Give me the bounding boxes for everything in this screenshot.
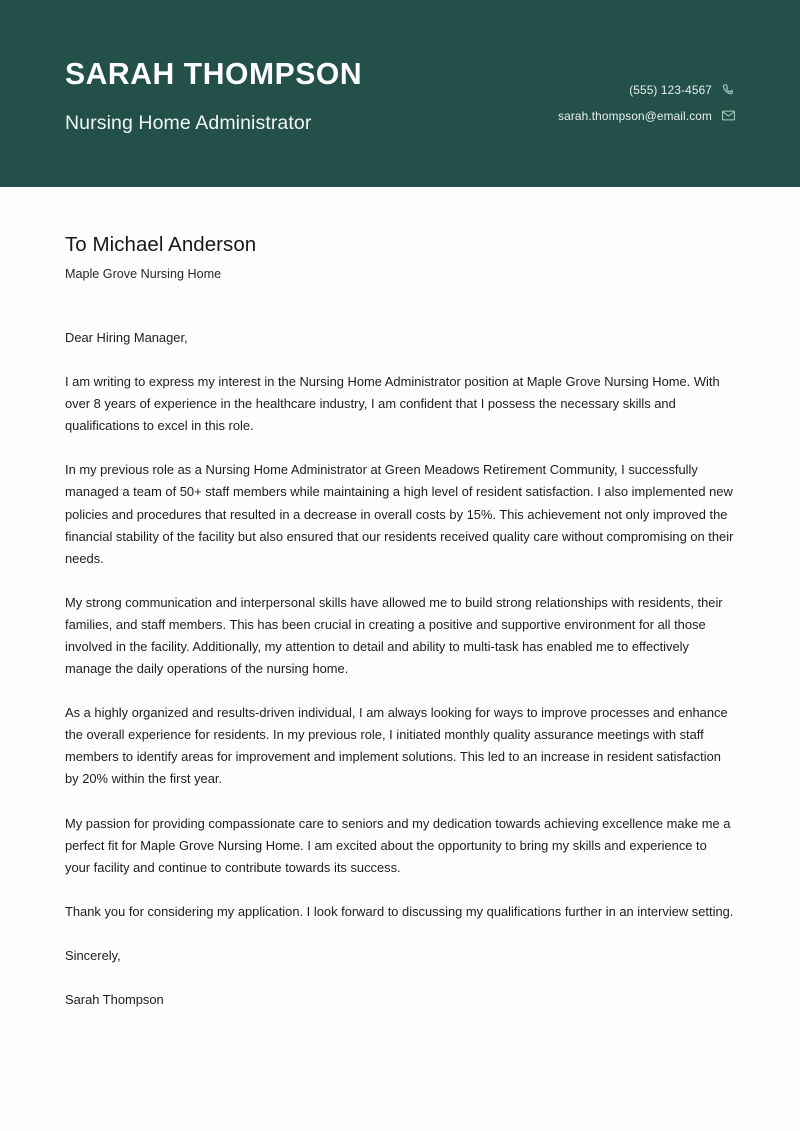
letter-content [65,327,735,1011]
recipient-name: To Michael Anderson [65,233,257,256]
letter-body [0,187,800,1011]
contact-phone-text: (555) 123-4567 [629,82,712,97]
salutation: Dear Hiring Manager, [65,329,188,345]
paragraph-4: As a highly organized and results-driven individual, I am always looking for ways to improve processes and enhance the overall experience for residents. In my previous role, I initiated monthly quality assurance meetings with staff members to identify areas for improvement and implement solutions. This led to an increase in resident satisfaction by 20% within the first year. [65,705,728,787]
applicant-job-title: Nursing Home Administrator [65,111,312,134]
paragraph-3: My strong communication and interpersonal skills have allowed me to build strong relationships with residents, their families, and staff members. This has been crucial in creating a positive and supportive environment for all those involved in the facility. Additionally, my attention to detail and ability to multi-task has enabled me to effectively manage the daily operations of the nursing home. [65,594,723,677]
letter-header [0,0,800,187]
paragraph-1: I am writing to express my interest in the Nursing Home Administrator position at Maple Grove Nursing Home. With over 8 years of experience in the healthcare industry, I am confident that I possess the necessary skills and qualifications to excel in this role. [65,374,720,434]
recipient-organization: Maple Grove Nursing Home [65,266,222,281]
paragraph-6: Thank you for considering my application. I look forward to discussing my qualifications further in an interview setting. [65,903,734,919]
contact-email[interactable] [558,108,736,123]
paragraph-2: In my previous role as a Nursing Home Administrator at Green Meadows Retirement Community, I successfully managed a team of 50+ staff members while maintaining a high level of resident satisfaction. I also implemented new policies and procedures that resulted in a decrease in overall costs by 15%. This achievement not only improved the financial stability of the facility but also ensured that our residents received quality care without compromising on their needs. [65,462,734,566]
envelope-icon [721,108,736,123]
signature: Sarah Thompson [65,992,164,1008]
contact-details [558,58,736,123]
contact-phone[interactable] [629,82,736,97]
paragraph-5: My passion for providing compassionate care to seniors and my dedication towards achieving excellence make me a perfect fit for Maple Grove Nursing Home. I am excited about the opportunity to bring my skills and experience to your facility and continue to contribute towards its success. [65,815,731,875]
contact-email-text: sarah.thompson@email.com [558,108,712,123]
applicant-name: SARAH THOMPSON [65,56,363,91]
recipient-block [65,232,735,282]
phone-icon [721,82,736,97]
closing: Sincerely, [65,947,121,963]
header-identity [65,58,371,135]
